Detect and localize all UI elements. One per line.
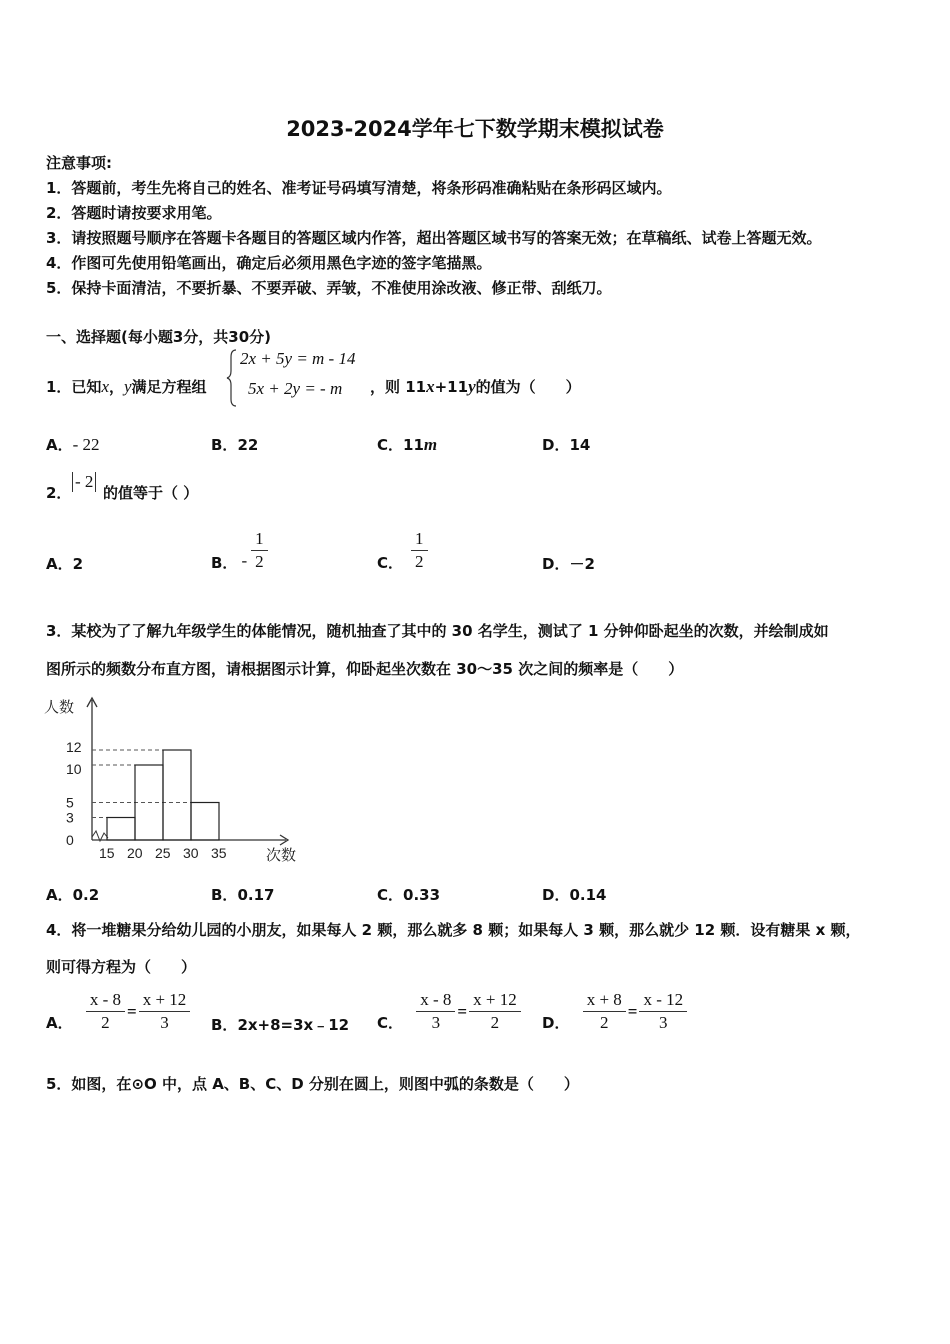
q1-option-b[interactable] xyxy=(211,434,258,455)
option-label: D． xyxy=(542,555,570,573)
fraction-denominator: 2 xyxy=(415,552,424,571)
q3-stem-line-1: 3．某校为了了解九年级学生的体能情况，随机抽查了其中的 30 名学生，测试了 1 分钟仰卧起坐的次数，并绘制成如 xyxy=(46,622,829,640)
option-value: －2 xyxy=(569,555,595,573)
x-tick-label: 35 xyxy=(211,845,227,861)
q3-option-c[interactable] xyxy=(377,884,440,905)
option-label: C． xyxy=(377,436,404,454)
notice-heading: 注意事项: xyxy=(46,154,112,172)
equals-sign: = xyxy=(627,1001,638,1021)
fraction-numerator: x - 8 xyxy=(416,989,455,1012)
option-value: 11 xyxy=(403,436,424,454)
q1-option-a[interactable] xyxy=(46,434,100,455)
fraction-denominator: 3 xyxy=(160,1013,169,1032)
option-right-fraction xyxy=(639,989,687,1034)
x-tick-label: 30 xyxy=(183,845,199,861)
fraction-denominator: 2 xyxy=(255,552,264,571)
q2-option-a[interactable] xyxy=(46,553,83,574)
q5-stem: 5．如图，在⊙O 中，点 A、B、C、D 分别在圆上，则图中弧的条数是（ ） xyxy=(46,1075,579,1093)
fraction-denominator: 3 xyxy=(431,1013,441,1032)
q1-middle: 满足方程组 xyxy=(131,378,207,396)
q3-option-a[interactable] xyxy=(46,884,99,905)
q2-option-c[interactable] xyxy=(377,528,428,573)
option-fraction xyxy=(411,528,428,573)
y-tick-label: 3 xyxy=(66,809,74,826)
option-fraction xyxy=(251,528,268,573)
q1-option-c[interactable] xyxy=(377,434,437,455)
q2-option-b[interactable] xyxy=(211,528,268,573)
q1-equation-2: 5x + 2y = - m xyxy=(248,379,343,398)
option-value: 14 xyxy=(569,436,591,454)
y-tick-label: 0 xyxy=(66,832,74,848)
q1-suffix-x: x xyxy=(426,377,435,396)
q4-stem-line-2: 则可得方程为（ ） xyxy=(46,958,197,976)
notice-item-3: 3．请按照题号顺序在答题卡各题目的答题区域内作答，超出答题区域书写的答案无效；在草稿纸、试卷上答题无效。 xyxy=(46,229,822,247)
fraction-numerator: x + 12 xyxy=(139,989,191,1012)
fraction-denominator: 2 xyxy=(599,1013,609,1032)
q1-suffix xyxy=(370,376,581,397)
q4-option-b[interactable] xyxy=(211,1014,349,1035)
q1-prefix: 1．已知 xyxy=(46,378,102,396)
q1-brace-icon xyxy=(226,349,238,409)
q1-equation-1: 2x + 5y = m - 14 xyxy=(240,349,356,368)
q4-option-c[interactable] xyxy=(377,989,521,1034)
x-tick-label: 20 xyxy=(127,845,143,861)
q2-option-d[interactable] xyxy=(542,553,595,574)
fraction-numerator: x - 8 xyxy=(86,989,125,1012)
option-label: A． xyxy=(46,555,73,573)
option-value: 0.2 xyxy=(72,886,100,904)
q1-stem xyxy=(46,376,207,397)
option-label: B． xyxy=(211,886,238,904)
option-right-fraction xyxy=(469,989,521,1034)
option-left-fraction xyxy=(583,989,626,1034)
option-value: 2 xyxy=(72,555,84,573)
x-tick-label: 25 xyxy=(155,845,171,861)
option-right-fraction xyxy=(139,989,191,1034)
option-value: 22 xyxy=(237,436,259,454)
option-left-fraction xyxy=(86,989,125,1034)
fraction-denominator: 2 xyxy=(490,1013,500,1032)
option-label: D． xyxy=(542,1014,570,1032)
q1-suffix-pre: ，则 11 xyxy=(370,378,427,396)
q1-suffix-y: y xyxy=(468,377,476,396)
y-tick-label: 5 xyxy=(66,794,74,811)
option-label: D． xyxy=(542,436,570,454)
q1-var-y: y xyxy=(124,377,132,396)
fraction-denominator: 3 xyxy=(659,1013,668,1032)
option-sign: - xyxy=(241,550,248,570)
option-label: A． xyxy=(46,1014,73,1032)
notice-item-1: 1．答题前，考生先将自己的姓名、准考证号码填写清楚，将条形码准确粘贴在条形码区域内。 xyxy=(46,179,672,197)
page-title: 2023-2024学年七下数学期末模拟试卷 xyxy=(286,117,664,141)
option-var: m xyxy=(423,435,438,454)
q4-option-d[interactable] xyxy=(542,989,687,1034)
y-axis-title: 人数 xyxy=(44,699,75,716)
notice-item-5: 5．保持卡面清洁，不要折暴、不要弄破、弄皱，不准使用涂改液、修正带、刮纸刀。 xyxy=(46,279,612,297)
option-label: C． xyxy=(377,554,404,572)
notice-item-4: 4．作图可先使用铅笔画出，确定后必须用黑色字迹的签字笔描黑。 xyxy=(46,254,492,272)
histogram-plot xyxy=(44,698,296,864)
option-label: C． xyxy=(377,886,404,904)
q1-sep: ， xyxy=(108,378,124,396)
q1-var-x: x xyxy=(101,377,109,396)
q1-equation-system xyxy=(226,347,386,407)
q4-stem-line-1: 4．将一堆糖果分给幼儿园的小朋友，如果每人 2 颗，那么就多 8 颗；如果每人 3 颗，那么就少 12 颗．设有糖果 x 颗， xyxy=(46,921,861,939)
fraction-numerator: x + 8 xyxy=(583,989,626,1012)
section-heading: 一、选择题(每小题3分，共30分) xyxy=(46,328,272,346)
q3-histogram xyxy=(40,692,310,868)
option-value: 2x+8=3x﹣12 xyxy=(237,1016,350,1034)
option-value: 0.33 xyxy=(403,886,441,904)
option-value: - 22 xyxy=(72,435,100,454)
fraction-numerator: 1 xyxy=(411,528,428,551)
q1-suffix-plus: +11 xyxy=(434,378,469,396)
equals-sign: = xyxy=(457,1001,468,1021)
q1-option-d[interactable] xyxy=(542,434,590,455)
q3-stem-line-2: 图所示的频数分布直方图，请根据图示计算，仰卧起坐次数在 30～35 次之间的频率是（ ） xyxy=(46,660,684,678)
q2-suffix: 的值等于（ ） xyxy=(103,484,199,502)
q1-suffix-post: 的值为（ ） xyxy=(475,378,581,396)
q3-option-d[interactable] xyxy=(542,884,606,905)
option-label: A． xyxy=(46,436,73,454)
fraction-numerator: x - 12 xyxy=(639,989,687,1012)
histogram-bar xyxy=(163,750,191,840)
y-tick-label: 12 xyxy=(66,739,82,755)
option-value: 0.17 xyxy=(237,886,275,904)
q3-option-b[interactable] xyxy=(211,884,274,905)
option-label: B． xyxy=(211,554,238,572)
y-tick-label: 10 xyxy=(66,761,82,777)
fraction-numerator: 1 xyxy=(251,528,268,551)
q2-prefix: 2． xyxy=(46,484,72,502)
option-label: C． xyxy=(377,1014,404,1032)
x-tick-label: 15 xyxy=(99,845,115,861)
option-label: B． xyxy=(211,436,238,454)
option-label: D． xyxy=(542,886,570,904)
fraction-numerator: x + 12 xyxy=(469,989,521,1012)
notice-item-2: 2．答题时请按要求用笔。 xyxy=(46,204,222,222)
option-label: A． xyxy=(46,886,73,904)
equals-sign: = xyxy=(127,1001,137,1021)
x-axis-title: 次数 xyxy=(266,847,297,864)
histogram-bar xyxy=(191,803,219,841)
histogram-bar xyxy=(107,818,135,841)
option-label: B． xyxy=(211,1016,238,1034)
fraction-denominator: 2 xyxy=(101,1013,110,1032)
q2-abs-expression: - 2 xyxy=(72,472,96,492)
option-left-fraction xyxy=(416,989,455,1034)
q4-option-a[interactable] xyxy=(46,989,190,1034)
option-value: 0.14 xyxy=(569,886,607,904)
